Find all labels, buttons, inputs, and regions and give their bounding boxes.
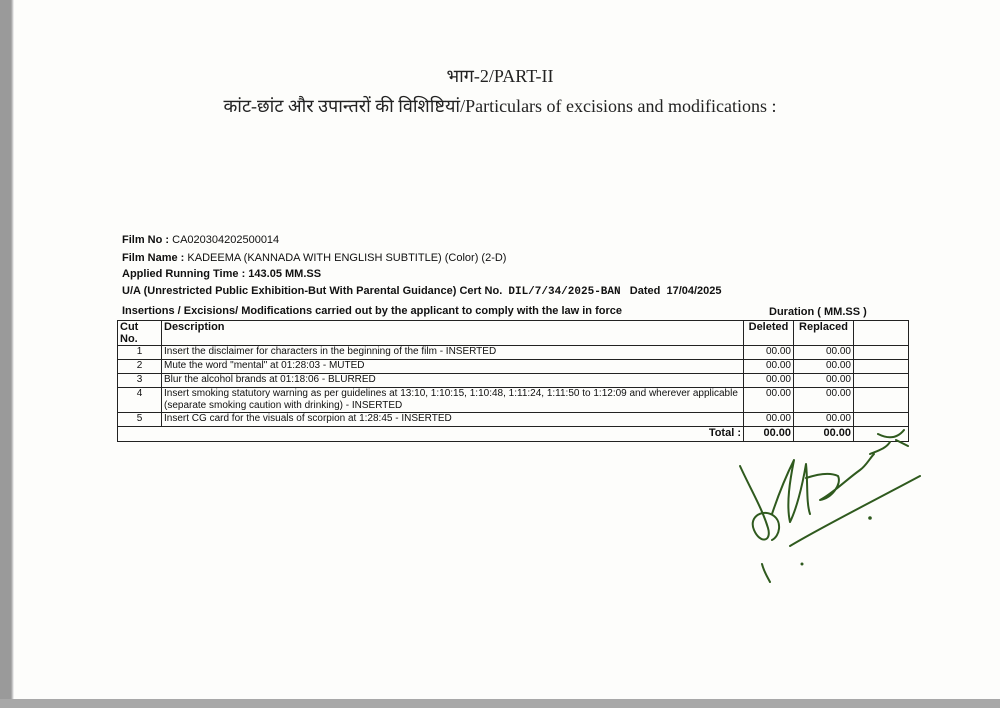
blank-cell [854, 346, 909, 360]
replaced-cell: 00.00 [794, 374, 854, 388]
running-time-value: 143.05 MM.SS [248, 268, 322, 280]
replaced-cell: 00.00 [794, 388, 854, 413]
cut-no-cell: 1 [118, 346, 162, 360]
scan-edge-bottom [0, 699, 1000, 708]
running-time-line [122, 268, 321, 280]
description-cell: Insert CG card for the visuals of scorpion at 1:28:45 - INSERTED [162, 413, 744, 427]
total-spacer-cell [118, 427, 162, 442]
film-no-value: CA020304202500014 [172, 234, 280, 246]
cut-no-cell: 4 [118, 388, 162, 413]
header-replaced: Replaced [794, 321, 854, 346]
signature-stroke [806, 454, 874, 500]
deleted-cell: 00.00 [744, 374, 794, 388]
header-cut-no: Cut No. [118, 321, 162, 346]
cut-no-cell: 3 [118, 374, 162, 388]
dated-value: 17/04/2025 [666, 285, 722, 297]
part-title: भाग-2/PART-II [446, 66, 554, 86]
replaced-cell: 00.00 [794, 346, 854, 360]
table-header-row [118, 321, 909, 346]
header-deleted: Deleted [744, 321, 794, 346]
film-name-label: Film Name : [122, 252, 185, 264]
blank-cell [854, 388, 909, 413]
description-cell: Blur the alcohol brands at 01:18:06 - BLURRED [162, 374, 744, 388]
certificate-text: U/A (Unrestricted Public Exhibition-But With Parental Guidance) Cert No. [122, 285, 503, 297]
blank-cell [854, 360, 909, 374]
film-no-label: Film No : [122, 234, 170, 246]
signature-dot [868, 516, 872, 520]
signature-stroke [870, 430, 908, 454]
certificate-number: DIL/7/34/2025-BAN [508, 286, 621, 298]
deleted-cell: 00.00 [744, 360, 794, 374]
running-time-label: Applied Running Time : [122, 268, 246, 280]
signature-stroke [762, 564, 770, 582]
table-row [118, 374, 909, 388]
total-label: Total : [162, 427, 744, 442]
dated-label: Dated [629, 285, 661, 297]
insertions-heading: Insertions / Excisions/ Modifications carried out by the applicant to comply with the law in force [122, 305, 622, 317]
deleted-cell: 00.00 [744, 413, 794, 427]
total-replaced: 00.00 [794, 427, 854, 442]
table-row [118, 388, 909, 413]
description-cell: Mute the word "mental" at 01:28:03 - MUTED [162, 360, 744, 374]
film-no-line [122, 234, 279, 246]
deleted-cell: 00.00 [744, 346, 794, 360]
total-deleted: 00.00 [744, 427, 794, 442]
description-cell: Insert the disclaimer for characters in the beginning of the film - INSERTED [162, 346, 744, 360]
signature-dot [801, 563, 804, 566]
deleted-cell: 00.00 [744, 388, 794, 413]
duration-heading: Duration ( MM.SS ) [769, 306, 867, 318]
replaced-cell: 00.00 [794, 360, 854, 374]
certificate-line [122, 285, 722, 298]
film-name-value: KADEEMA (KANNADA WITH ENGLISH SUBTITLE) (Color) (2-D) [187, 252, 507, 264]
signature-stroke [740, 466, 779, 540]
part-subtitle: कांट-छांट और उपान्तरों की विशिष्टियां/Particulars of excisions and modifications : [223, 96, 777, 116]
cut-no-cell: 5 [118, 413, 162, 427]
cut-no-cell: 2 [118, 360, 162, 374]
replaced-cell: 00.00 [794, 413, 854, 427]
table-row [118, 346, 909, 360]
blank-cell [854, 374, 909, 388]
header-blank [854, 321, 909, 346]
film-name-line [122, 252, 506, 264]
header-description: Description [162, 321, 744, 346]
table-row [118, 360, 909, 374]
handwritten-signature [720, 418, 940, 588]
signature-stroke [772, 460, 810, 522]
description-cell: Insert smoking statutory warning as per guidelines at 13:10, 1:10:15, 1:10:48, 1:11:24, 1:11:50 to 1:12:09 and wherever applicable (separate smoking caution with drinking) - INSERTED [162, 388, 744, 413]
